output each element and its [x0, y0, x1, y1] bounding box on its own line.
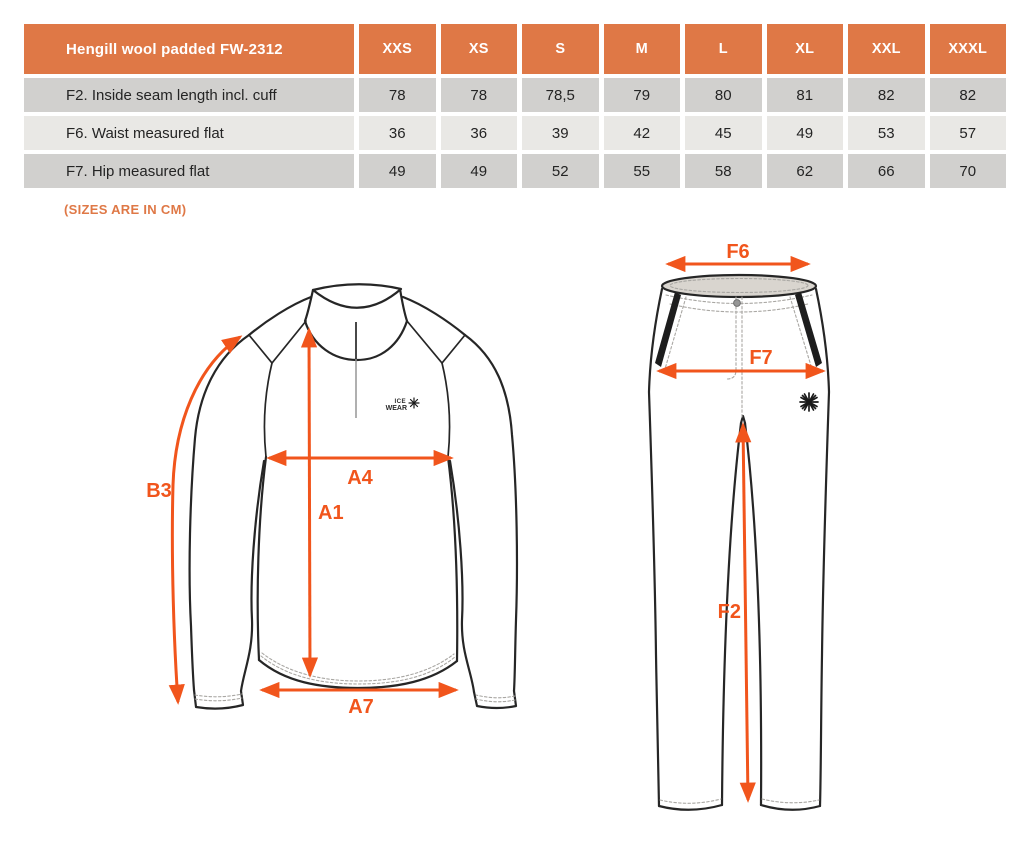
a1-measure-label: A1	[318, 502, 344, 524]
size-column-header: L	[685, 24, 762, 74]
pants-fly-stitch	[727, 297, 742, 417]
size-column-header: M	[604, 24, 681, 74]
b3-measure-label: B3	[146, 480, 172, 502]
sweater-right-sleeve-inner	[450, 461, 474, 692]
measurement-value: 80	[685, 78, 762, 112]
table-title: Hengill wool padded FW-2312	[24, 24, 354, 74]
measurement-value: 78	[441, 78, 518, 112]
size-column-header: S	[522, 24, 599, 74]
sweater-collar-inside	[313, 284, 401, 308]
f6-measure-label: F6	[726, 241, 750, 263]
measurement-value: 66	[848, 154, 925, 188]
measurement-value: 78,5	[522, 78, 599, 112]
measurement-value: 78	[359, 78, 436, 112]
measurement-value: 58	[685, 154, 762, 188]
sweater-hem	[259, 660, 457, 688]
a1-measure-arrow	[309, 330, 310, 675]
sweater-right-sleeve-outer	[465, 335, 517, 691]
sweater-left-sleeve-inner	[241, 461, 264, 691]
pants-diagram	[649, 241, 829, 810]
f2-measure-label: F2	[717, 601, 741, 623]
sweater-left-cuff	[194, 690, 243, 709]
measurement-row-label: F6. Waist measured flat	[24, 116, 354, 150]
measurement-value: 81	[767, 78, 844, 112]
size-column-header: XS	[441, 24, 518, 74]
sweater-diagram	[146, 284, 517, 718]
measurement-value: 49	[359, 154, 436, 188]
sweater-right-shoulder	[403, 297, 465, 335]
pants-waistband-inside	[662, 275, 816, 297]
size-column-header: XXL	[848, 24, 925, 74]
size-column-header: XL	[767, 24, 844, 74]
measurement-value: 53	[848, 116, 925, 150]
a4-measure-label: A4	[347, 467, 373, 489]
pants-snowflake-icon	[800, 393, 818, 411]
sweater-left-sleeve-outer	[190, 335, 249, 690]
icewear-logo-text-top: ICE	[394, 398, 406, 405]
sweater-left-shoulder	[249, 297, 311, 335]
sweater-right-armhole-seam	[442, 363, 450, 457]
f2-measure-arrow	[743, 425, 748, 800]
icewear-logo-snowflake-icon	[409, 398, 419, 408]
icewear-logo-text-bottom: WEAR	[385, 405, 407, 412]
measurement-value: 57	[930, 116, 1007, 150]
pants-left-hem	[659, 805, 722, 810]
f7-measure-label: F7	[749, 347, 773, 369]
measurement-value: 70	[930, 154, 1007, 188]
sweater-right-cuff-stitch	[476, 695, 515, 702]
measurement-row-label: F2. Inside seam length incl. cuff	[24, 78, 354, 112]
measurement-row-label: F7. Hip measured flat	[24, 154, 354, 188]
pants-right-outer-edge	[816, 289, 829, 806]
size-column-header: XXS	[359, 24, 436, 74]
pants-left-hem-stitch	[660, 799, 721, 803]
measurement-value: 55	[604, 154, 681, 188]
measurement-value: 82	[848, 78, 925, 112]
measurement-value: 39	[522, 116, 599, 150]
size-column-header: XXXL	[930, 24, 1007, 74]
measurement-value: 79	[604, 78, 681, 112]
sweater-left-cuff-stitch	[195, 694, 242, 701]
measurement-value: 36	[359, 116, 436, 150]
a7-measure-label: A7	[348, 696, 374, 718]
sweater-left-armhole-seam	[264, 363, 272, 457]
measurement-value: 45	[685, 116, 762, 150]
sweater-hem-stitch	[261, 653, 455, 684]
measurement-value: 42	[604, 116, 681, 150]
pants-right-hem	[761, 805, 820, 810]
measurement-value: 36	[441, 116, 518, 150]
measurement-value: 49	[441, 154, 518, 188]
measurement-value: 62	[767, 154, 844, 188]
measurement-value: 52	[522, 154, 599, 188]
pants-button	[734, 300, 741, 307]
measurement-value: 49	[767, 116, 844, 150]
pants-right-hem-stitch	[762, 799, 819, 803]
measurement-value: 82	[930, 78, 1007, 112]
sweater-body-right-side	[448, 457, 457, 661]
sizes-unit-note: (SIZES ARE IN CM)	[64, 202, 187, 217]
pants-left-outer-edge	[649, 289, 662, 806]
